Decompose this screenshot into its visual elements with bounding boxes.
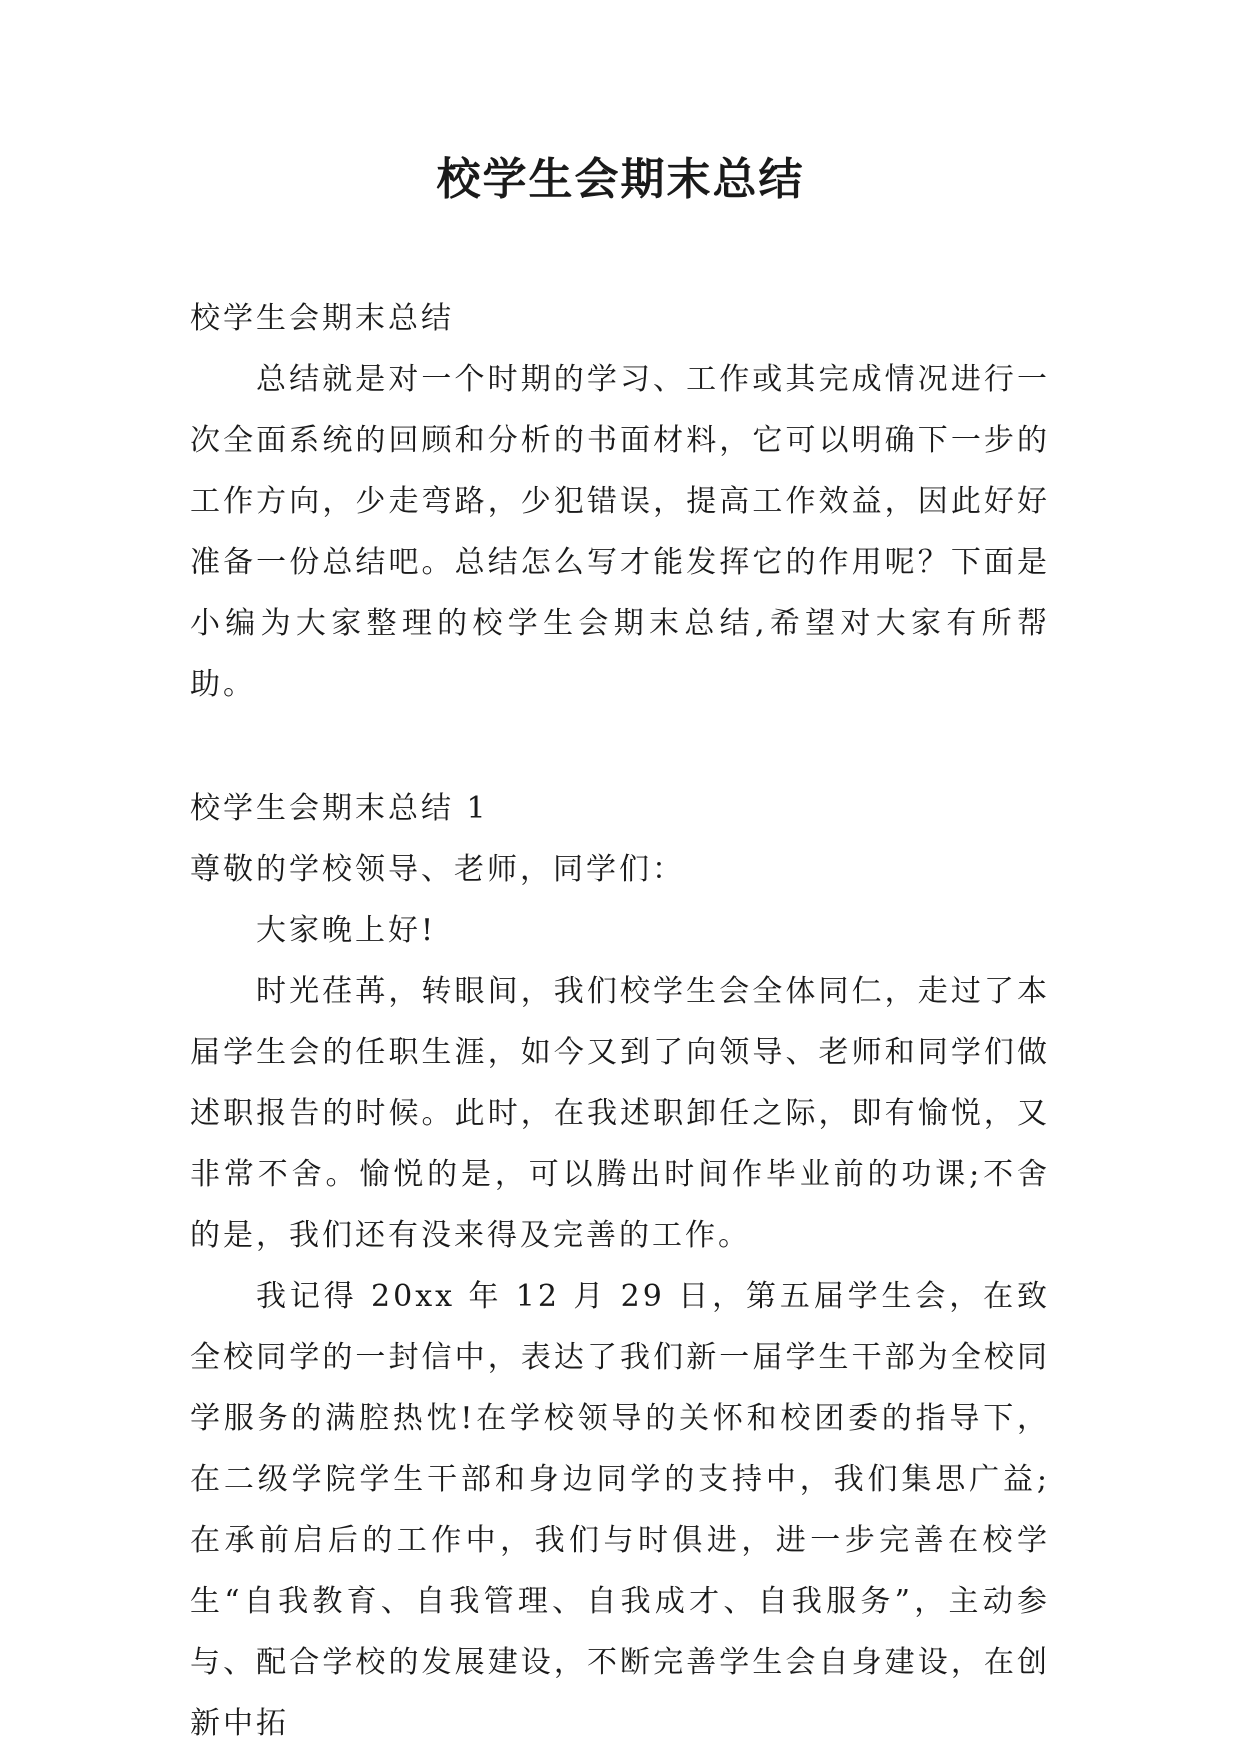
greeting: 大家晚上好! bbox=[256, 913, 437, 948]
intro-paragraph: 总结就是对一个时期的学习、工作或其完成情况进行一次全面系统的回顾和分析的书面材料，它可以明确下一步的工作方向，少走弯路，少犯错误，提高工作效益，因此好好准备一份总结吧。总结怎么写才能发挥它的作用呢？下面是小编为大家整理的校学生会期末总结,希望对大家有所帮助。 bbox=[190, 362, 1050, 702]
document-body bbox=[190, 288, 1050, 1754]
body-paragraph-2: 我记得 20xx 年 12 月 29 日，第五届学生会，在致全校同学的一封信中，表达了我们新一届学生干部为全校同学服务的满腔热忱!在学校领导的关怀和校团委的指导下，在二级学院学生干部和身边同学的支持中，我们集思广益;在承前启后的工作中，我们与时俱进，进一步完善在校学生“自我教育、自我管理、自我成才、自我服务”，主动参与、配合学校的发展建设，不断完善学生会自身建设，在创新中拓 bbox=[190, 1279, 1050, 1741]
subtitle: 校学生会期末总结 bbox=[190, 301, 454, 336]
salutation: 尊敬的学校领导、老师，同学们： bbox=[190, 852, 685, 887]
body-paragraph-1: 时光荏苒，转眼间，我们校学生会全体同仁，走过了本届学生会的任职生涯，如今又到了向领导、老师和同学们做述职报告的时候。此时，在我述职卸任之际，即有愉悦，又非常不舍。愉悦的是，可以腾出时间作毕业前的功课;不舍的是，我们还有没来得及完善的工作。 bbox=[190, 974, 1050, 1253]
section-heading: 校学生会期末总结 1 bbox=[190, 791, 489, 826]
paragraph-gap bbox=[190, 715, 1050, 778]
document-title: 校学生会期末总结 bbox=[436, 154, 805, 205]
